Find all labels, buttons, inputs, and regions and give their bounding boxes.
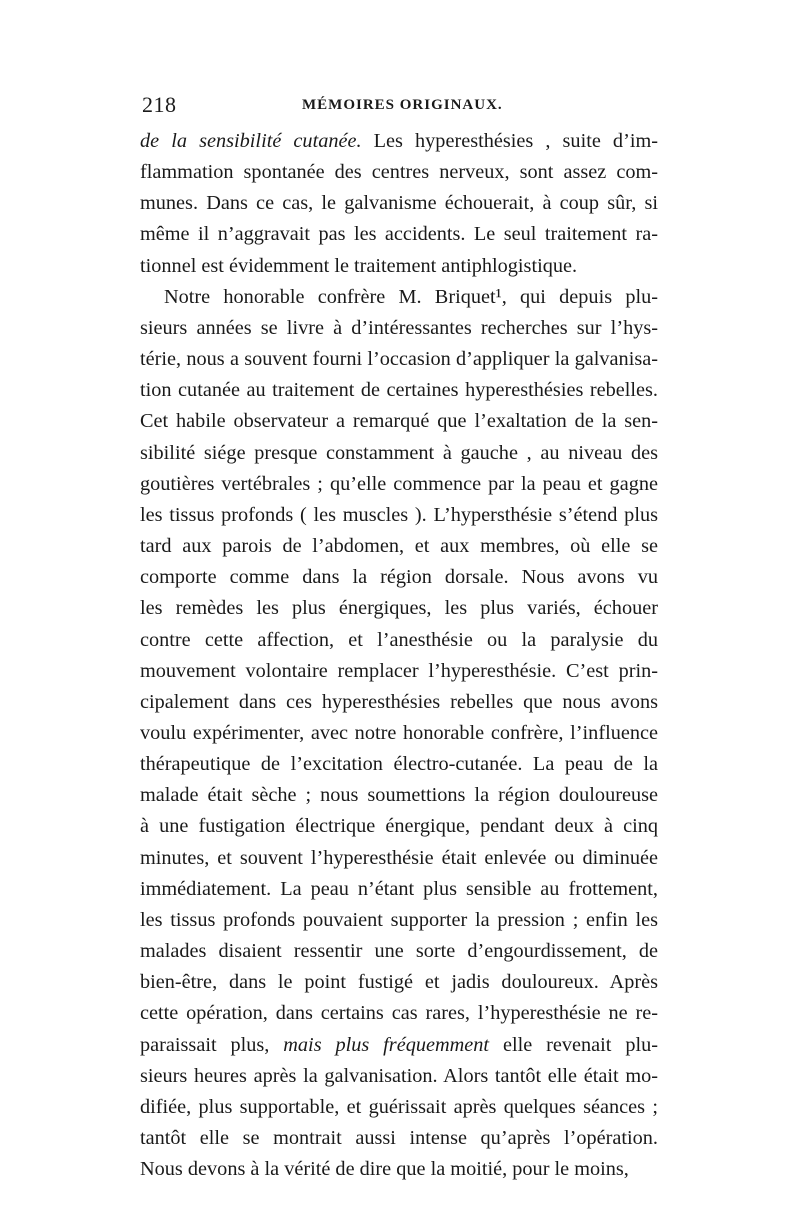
text-segment: cipalement dans ces hyperesthésies rebelles que nous avons bbox=[140, 690, 658, 713]
text-segment: minutes, et souvent l’hyperesthésie était enlevée ou diminuée bbox=[140, 846, 658, 869]
text-segment: contre cette affection, et l’anesthésie ou la paralysie du bbox=[140, 628, 658, 651]
italic-text: de la sensibilité cutanée. bbox=[140, 130, 362, 152]
text-line bbox=[140, 967, 658, 998]
text-segment: sibilité siége presque constamment à gauche , au niveau des bbox=[140, 441, 658, 464]
text-segment: difiée, plus supportable, et guérissait après quelques séances ; bbox=[140, 1095, 658, 1118]
text-line bbox=[140, 469, 658, 500]
text-segment: comporte comme dans la région dorsale. Nous avons vu bbox=[140, 566, 658, 589]
running-head bbox=[140, 92, 658, 126]
text-segment: mouvement volontaire remplacer l’hyperesthésie. C’est prin- bbox=[140, 659, 658, 682]
text-segment: Nous devons à la vérité de dire que la moitié, pour le moins, bbox=[140, 1158, 629, 1181]
text-segment: sieurs heures après la galvanisation. Alors tantôt elle était mo- bbox=[140, 1064, 658, 1087]
text-line bbox=[140, 531, 658, 562]
text-line bbox=[140, 936, 658, 967]
text-line bbox=[140, 905, 658, 936]
text-line bbox=[140, 406, 658, 437]
text-line bbox=[140, 687, 658, 718]
text-segment: les tissus profonds ( les muscles ). L’hypersthésie s’étend plus bbox=[140, 503, 658, 526]
text-line bbox=[140, 998, 658, 1029]
text-segment: Notre honorable confrère M. Briquet¹, qui depuis plu- bbox=[164, 285, 658, 308]
text-segment: munes. Dans ce cas, le galvanisme échouerait, à coup sûr, si bbox=[140, 192, 658, 215]
text-segment: même il n’aggravait pas les accidents. Le seul traitement ra- bbox=[140, 223, 658, 246]
text-line bbox=[140, 1092, 658, 1123]
italic-text: mais plus fréquemment bbox=[283, 1033, 490, 1056]
text-segment: Cet habile observateur a remarqué que l’exaltation de la sen- bbox=[140, 410, 658, 433]
text-line bbox=[140, 593, 658, 624]
text-line bbox=[140, 375, 658, 406]
text-segment: paraissait plus, bbox=[140, 1033, 284, 1056]
body-text bbox=[140, 126, 658, 1185]
text-line bbox=[140, 749, 658, 780]
text-segment: immédiatement. La peau n’étant plus sensible au frottement, bbox=[140, 877, 658, 900]
text-segment: tion cutanée au traitement de certaines hyperesthésies rebelles. bbox=[140, 379, 658, 402]
text-segment: malades disaient ressentir une sorte d’engourdissement, de bbox=[140, 940, 658, 963]
text-segment: les tissus profonds pouvaient supporter la pression ; enfin les bbox=[140, 908, 658, 931]
text-segment: à une fustigation électrique énergique, pendant deux à cinq bbox=[140, 815, 658, 838]
text-line bbox=[140, 1030, 658, 1061]
text-segment: tionnel est évidemment le traitement antiphlogistique. bbox=[140, 254, 578, 277]
text-segment: bien-être, dans le point fustigé et jadis douloureux. Après bbox=[140, 971, 658, 994]
text-segment: sieurs années se livre à d’intéressantes recherches sur l’hys- bbox=[140, 316, 658, 339]
text-line bbox=[140, 562, 658, 593]
text-line bbox=[140, 282, 658, 313]
text-segment: térie, nous a souvent fourni l’occasion d’appliquer la galvanisa- bbox=[140, 348, 658, 371]
text-segment: voulu expérimenter, avec notre honorable confrère, l’influence bbox=[140, 721, 658, 744]
text-line bbox=[140, 188, 658, 219]
text-line bbox=[140, 1123, 658, 1154]
running-title: MÉMOIRES ORIGINAUX. bbox=[302, 97, 503, 113]
text-line bbox=[140, 1061, 658, 1092]
book-page bbox=[140, 92, 658, 1185]
text-line bbox=[140, 811, 658, 842]
text-line bbox=[140, 718, 658, 749]
text-segment: flammation spontanée des centres nerveux, sont assez com- bbox=[140, 161, 658, 184]
text-line bbox=[140, 126, 658, 157]
text-segment: cette opération, dans certains cas rares, l’hyperesthésie ne re- bbox=[140, 1002, 658, 1025]
text-line bbox=[140, 344, 658, 375]
text-line bbox=[140, 656, 658, 687]
text-line bbox=[140, 625, 658, 656]
text-segment: Les hyperesthésies , suite d’im- bbox=[361, 130, 658, 152]
text-segment: tantôt elle se montrait aussi intense qu’après l’opération. bbox=[140, 1127, 658, 1149]
text-line bbox=[140, 500, 658, 531]
text-line bbox=[140, 157, 658, 188]
text-segment: goutières vertébrales ; qu’elle commence par la peau et gagne bbox=[140, 472, 658, 495]
text-line bbox=[140, 874, 658, 905]
page-number: 218 bbox=[142, 92, 177, 117]
text-line bbox=[140, 251, 658, 282]
text-line bbox=[140, 780, 658, 811]
text-line bbox=[140, 438, 658, 469]
text-segment: elle revenait plu- bbox=[489, 1033, 658, 1056]
text-line bbox=[140, 1154, 658, 1185]
text-segment: thérapeutique de l’excitation électro-cutanée. La peau de la bbox=[140, 753, 658, 776]
text-segment: les remèdes les plus énergiques, les plus variés, échouer bbox=[140, 597, 658, 620]
text-segment: tard aux parois de l’abdomen, et aux membres, où elle se bbox=[140, 535, 658, 558]
text-line bbox=[140, 219, 658, 250]
text-segment: malade était sèche ; nous soumettions la région douloureuse bbox=[140, 784, 658, 807]
text-line bbox=[140, 843, 658, 874]
text-line bbox=[140, 313, 658, 344]
